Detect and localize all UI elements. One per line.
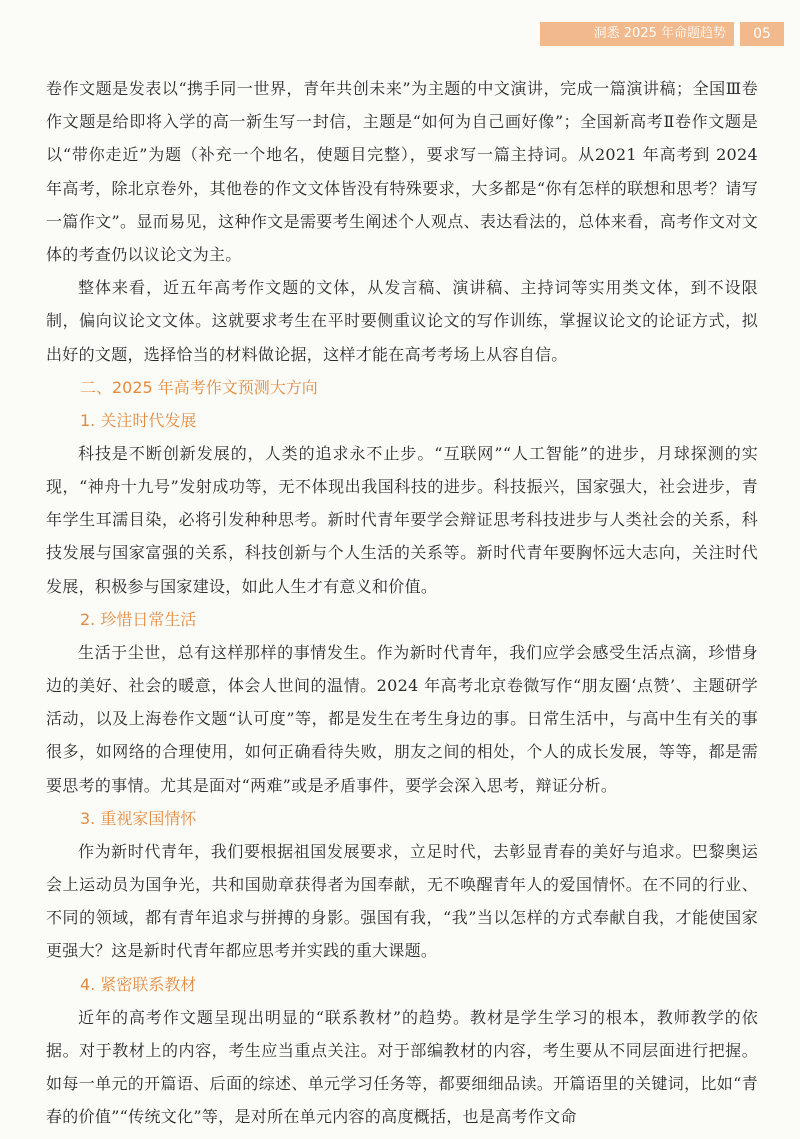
article-body xyxy=(46,72,758,1133)
subsection-heading-2: 2. 珍惜日常生活 xyxy=(80,609,197,629)
paragraph-2: 整体来看，近五年高考作文题的文体，从发言稿、演讲稿、主持词等实用类文体，到不设限制，偏向议论文文体。这就要求考生在平时要侧重议论文的写作训练，掌握议论文的论证方式，拟出好的文题，选择恰当的材料做论据，这样才能在高考考场上从容自信。 xyxy=(46,278,758,364)
header-title: 洞悉 2025 年命题趋势 xyxy=(540,22,734,46)
subsection-text-3: 作为新时代青年，我们要根据祖国发展要求，立足时代，去彰显青春的美好与追求。巴黎奥运会上运动员为国争光，共和国勋章获得者为国奉献，无不唤醒青年人的爱国情怀。在不同的行业、不同的领域，都有青年追求与拼搏的身影。强国有我，“我”当以怎样的方式奉献自我，才能使国家更强大？这是新时代青年都应思考并实践的重大课题。 xyxy=(46,841,758,961)
subsection-heading-4: 4. 紧密联系教材 xyxy=(80,974,197,994)
page-number: 05 xyxy=(740,22,784,46)
subsection-text-1: 科技是不断创新发展的，人类的追求永不止步。“互联网”“人工智能”的进步，月球探测的实现，“神舟十九号”发射成功等，无不体现出我国科技的进步。科技振兴，国家强大，社会进步，青年学生耳濡目染，必将引发种种思考。新时代青年要学会辩证思考科技进步与人类社会的关系，科技发展与国家富强的关系，科技创新与个人生活的关系等。新时代青年要胸怀远大志向，关注时代发展，积极参与国家建设，如此人生才有意义和价值。 xyxy=(46,443,758,596)
subsection-text-4: 近年的高考作文题呈现出明显的“联系教材”的趋势。教材是学生学习的根本，教师教学的依据。对于教材上的内容，考生应当重点关注。对于部编教材的内容，考生要从不同层面进行把握。如每一单元的开篇语、后面的综述、单元学习任务等，都要细细品读。开篇语里的关键词，比如“青春的价值”“传统文化”等，是对所在单元内容的高度概括，也是高考作文命 xyxy=(46,1007,758,1127)
section-heading: 二、2025 年高考作文预测大方向 xyxy=(80,377,318,397)
subsection-heading-1: 1. 关注时代发展 xyxy=(80,410,197,430)
paragraph-1: 卷作文题是发表以“携手同一世界，青年共创未来”为主题的中文演讲，完成一篇演讲稿；全国Ⅲ卷作文题是给即将入学的高一新生写一封信，主题是“如何为自己画好像”；全国新高考Ⅱ卷作文题是以“带你走近”为题（补充一个地名，使题目完整），要求写一篇主持词。从2021 年高考到 2024 年高考，除北京卷外，其他卷的作文文体皆没有特殊要求，大多都是“你有怎样的联想和思考？请写一篇作文”。显而易见，这种作文是需要考生阐述个人观点、表达看法的，总体来看，高考作文对文体的考查仍以议论文为主。 xyxy=(46,79,758,265)
subsection-heading-3: 3. 重视家国情怀 xyxy=(80,808,197,828)
page-header xyxy=(0,22,800,46)
subsection-text-2: 生活于尘世，总有这样那样的事情发生。作为新时代青年，我们应学会感受生活点滴，珍惜身边的美好、社会的暖意，体会人世间的温情。2024 年高考北京卷微写作“朋友圈‘点赞’、主题研学活动，以及上海卷作文题“认可度”等，都是发生在考生身边的事。日常生活中，与高中生有关的事很多，如网络的合理使用，如何正确看待失败，朋友之间的相处，个人的成长发展，等等，都是需要思考的事情。尤其是面对“两难”或是矛盾事件，要学会深入思考，辩证分析。 xyxy=(46,642,758,795)
